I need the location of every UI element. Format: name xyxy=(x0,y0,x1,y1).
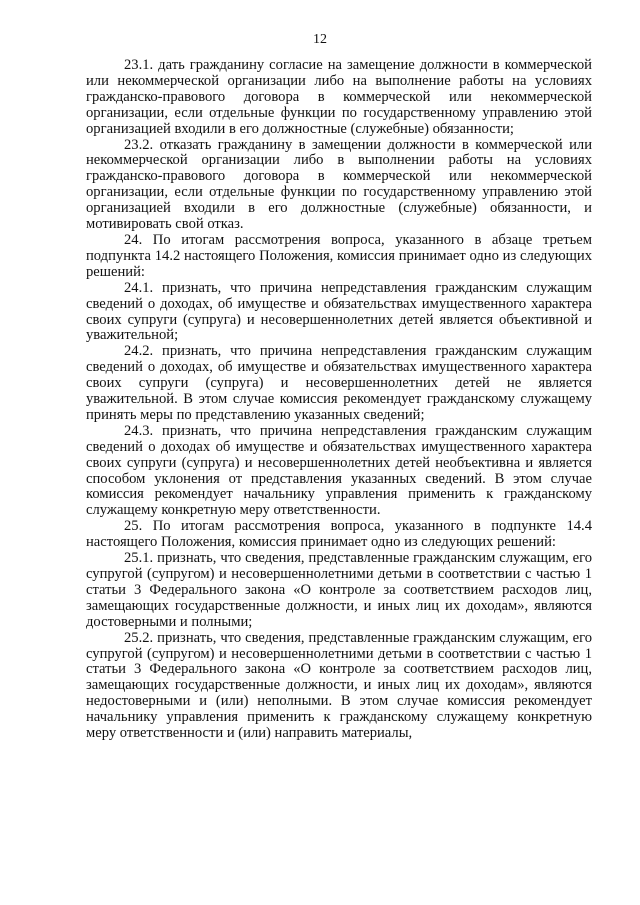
paragraph-25: 25. По итогам рассмотрения вопроса, указанного в подпункте 14.4 настоящего Положения, комиссия принимает одно из следующих решений: xyxy=(86,518,592,551)
paragraph-24-3: 24.3. признать, что причина непредставления гражданским служащим сведений о доходах об имуществе и обязательствах имущественного характера своих супруги (супруга) и несовершеннолетних детей необъективна и является способом уклонения от представления указанных сведений. В этом случае комиссия рекомендует начальнику управления применить к гражданскому служащему конкретную меру ответственности. xyxy=(86,422,592,519)
page-number: 12 xyxy=(313,32,327,47)
paragraph-25-1: 25.1. признать, что сведения, представленные гражданским служащим, его супругой (супругом) и несовершеннолетними детьми в соответствии с частью 1 статьи 3 Федерального закона «О контроле за соответствием расходов лиц, замещающих государственные должности, и иных лиц их доходам», являются достоверными и полными; xyxy=(86,550,592,630)
paragraph-25-2: 25.2. признать, что сведения, представленные гражданским служащим, его супругой (супругом) и несовершеннолетними детьми в соответствии с частью 1 статьи 3 Федерального закона «О контроле за соответствием расходов лиц, замещающих государственные должности, и иных лиц их доходам», являются недостоверными и (или) неполными. В этом случае комиссия рекомендует начальнику управления применить к гражданскому служащему конкретную меру ответственности и (или) направить материалы, xyxy=(86,629,592,742)
paragraph-24-2: 24.2. признать, что причина непредставления гражданским служащим сведений о доходах, об имуществе и обязательствах имущественного характера своих супруги (супруга) и несовершеннолетних детей не является уважительной. В этом случае комиссия рекомендует гражданскому служащему принять меры по представлению указанных сведений; xyxy=(86,343,592,423)
document-body xyxy=(86,58,592,742)
paragraph-23-1: 23.1. дать гражданину согласие на замещение должности в коммерческой или некоммерческой организации либо на выполнение работы на условиях гражданско-правового договора в коммерческой или некоммерческой организации, если отдельные функции по государственному управлению этой организацией входили в его должностные (служебные) обязанности; xyxy=(86,57,592,137)
paragraph-24-1: 24.1. признать, что причина непредставления гражданским служащим сведений о доходах, об имуществе и обязательствах имущественного характера своих супруги (супруга) и несовершеннолетних детей является объективной и уважительной; xyxy=(86,279,592,344)
paragraph-23-2: 23.2. отказать гражданину в замещении должности в коммерческой или некоммерческой организации либо в выполнении работы на условиях гражданско-правового договора в коммерческой или некоммерческой организации, если отдельные функции по государственному управлению этой организацией входили в его должностные (служебные) обязанности, и мотивировать свой отказ. xyxy=(86,136,592,233)
paragraph-24: 24. По итогам рассмотрения вопроса, указанного в абзаце третьем подпункта 14.2 настоящего Положения, комиссия принимает одно из следующих решений: xyxy=(86,231,592,280)
